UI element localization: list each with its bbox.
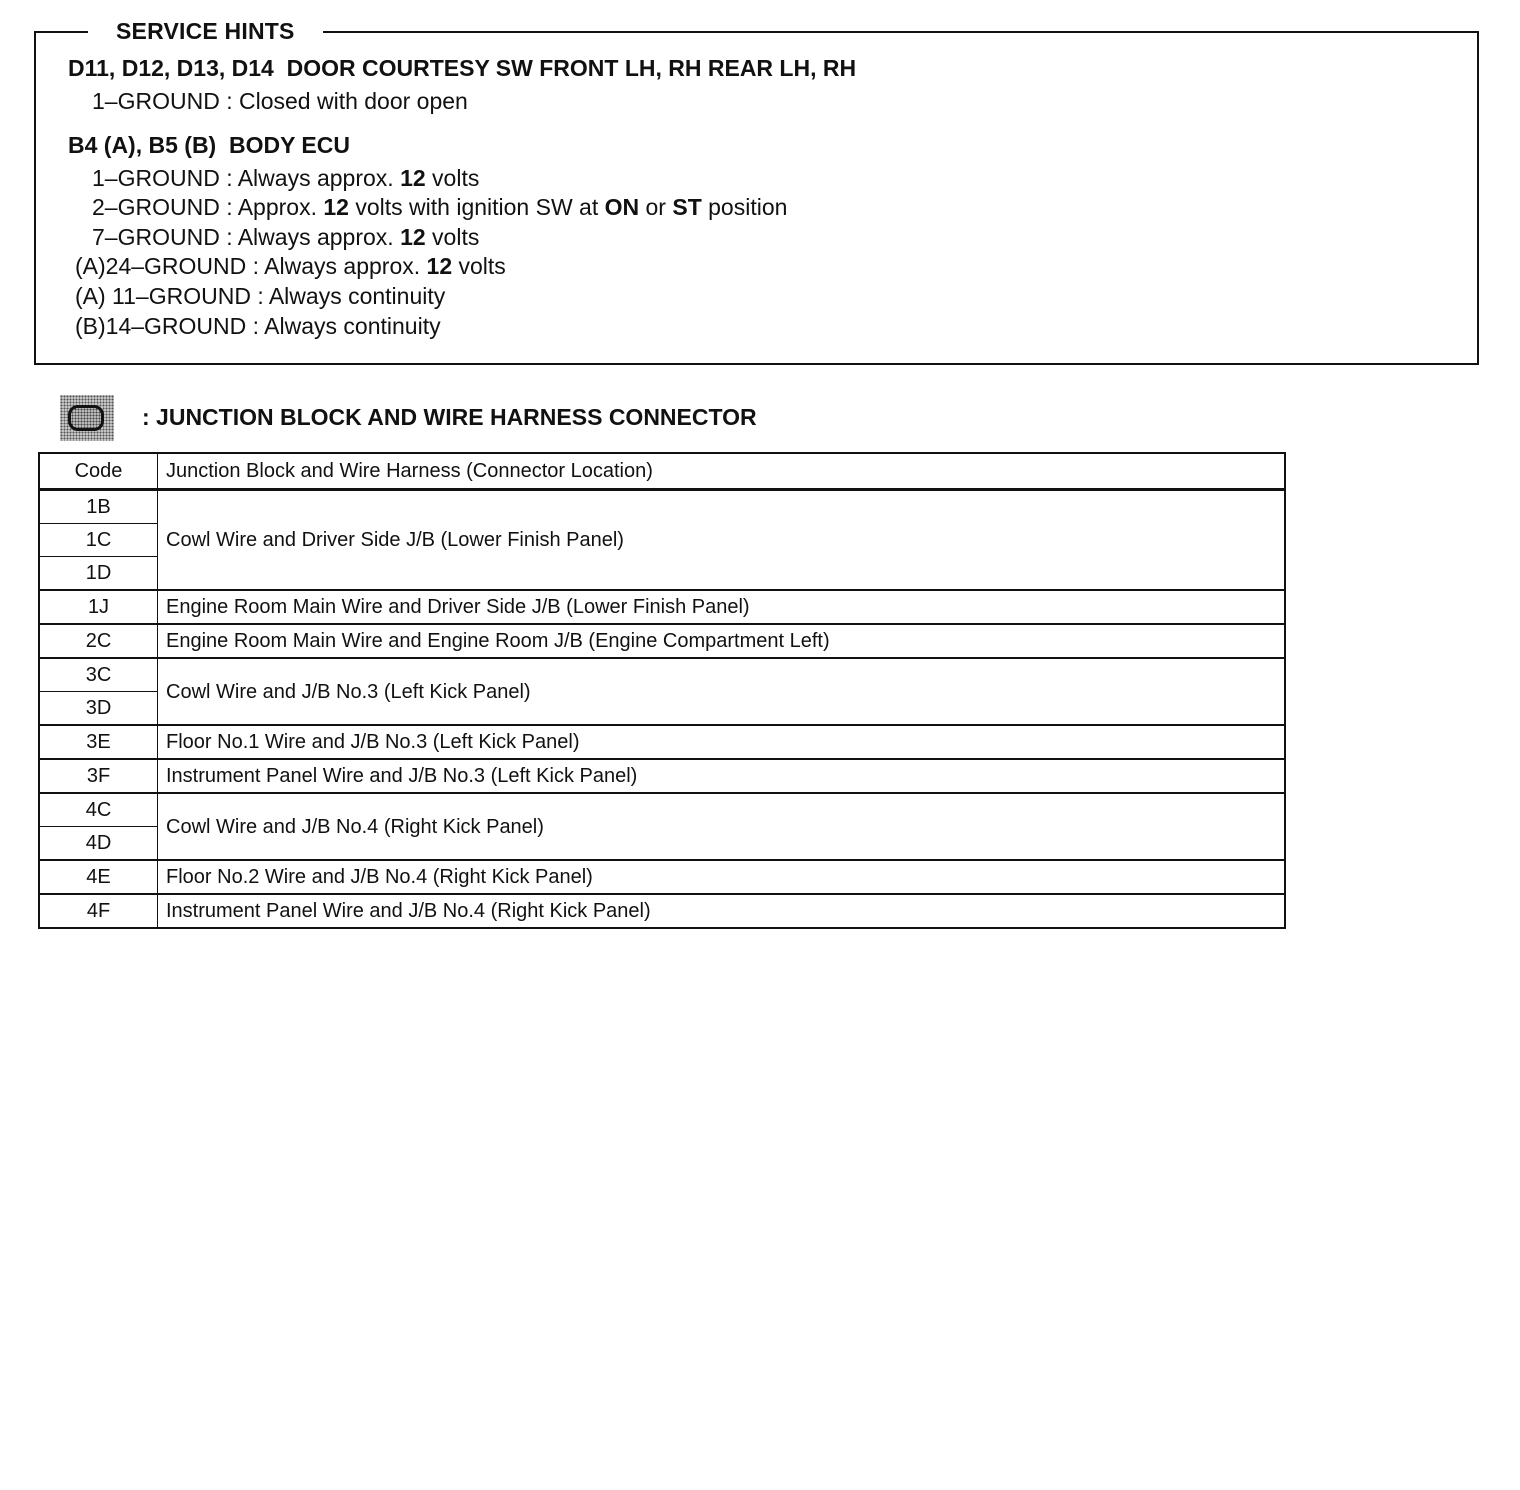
- location-cell: Instrument Panel Wire and J/B No.4 (Right Kick Panel): [158, 894, 1286, 928]
- code-cell: 3E: [39, 725, 158, 759]
- table-row: [39, 624, 1285, 658]
- code-cell: 3C: [39, 658, 158, 692]
- hint-text: position: [701, 194, 788, 220]
- location-cell: Instrument Panel Wire and J/B No.3 (Left Kick Panel): [158, 759, 1286, 793]
- hint-line-ecu-6: [75, 311, 441, 341]
- location-cell: Cowl Wire and J/B No.4 (Right Kick Panel): [158, 793, 1286, 860]
- hint-value: 12: [400, 224, 426, 250]
- code-cell: 3D: [39, 692, 158, 726]
- hint-text: or: [639, 194, 673, 220]
- table-header-row: [39, 453, 1285, 490]
- table-row: [39, 490, 1285, 524]
- code-cell: 4E: [39, 860, 158, 894]
- column-header-location: Junction Block and Wire Harness (Connector Location): [158, 453, 1286, 490]
- code-cell: 1J: [39, 590, 158, 624]
- hint-value: 12: [400, 165, 426, 191]
- separator: :: [219, 194, 238, 220]
- table-row: [39, 590, 1285, 624]
- code-cell: 1C: [39, 524, 158, 557]
- pin-label: 1–GROUND: [92, 165, 220, 191]
- hint-value: 12: [323, 194, 349, 220]
- code-cell: 3F: [39, 759, 158, 793]
- body-ecu-heading: B4 (A), B5 (B) BODY ECU: [68, 132, 350, 158]
- code-cell: 4F: [39, 894, 158, 928]
- code-cell: 1D: [39, 557, 158, 591]
- pin-label: 1–GROUND: [92, 88, 220, 114]
- hint-text: Approx.: [237, 194, 324, 220]
- separator: :: [246, 253, 265, 279]
- door-courtesy-switch-heading: D11, D12, D13, D14 DOOR COURTESY SW FRONT LH, RH REAR LH, RH: [68, 55, 857, 81]
- service-hints-title: SERVICE HINTS: [88, 15, 323, 47]
- separator: :: [219, 88, 239, 114]
- table-row: [39, 759, 1285, 793]
- location-cell: Cowl Wire and J/B No.3 (Left Kick Panel): [158, 658, 1286, 725]
- hint-text: Always approx.: [264, 253, 427, 279]
- pin-label: 7–GROUND: [92, 224, 220, 250]
- separator: :: [219, 165, 238, 191]
- hint-line-ecu-2: [92, 192, 787, 222]
- pin-label: 2–GROUND: [92, 194, 220, 220]
- hint-text: volts: [425, 165, 480, 191]
- hint-value: 12: [426, 253, 453, 279]
- table-row: [39, 658, 1285, 692]
- location-cell: Engine Room Main Wire and Driver Side J/B (Lower Finish Panel): [158, 590, 1286, 624]
- hint-value: ST: [672, 194, 702, 220]
- hint-line-ecu-5: [75, 281, 445, 311]
- table-row: [39, 725, 1285, 759]
- hint-line-ecu-4: [75, 251, 506, 281]
- location-cell: Floor No.2 Wire and J/B No.4 (Right Kick Panel): [158, 860, 1286, 894]
- code-cell: 1B: [39, 490, 158, 524]
- hint-text: Always continuity: [268, 283, 446, 309]
- separator: :: [246, 313, 265, 339]
- code-cell: 4D: [39, 827, 158, 861]
- legend-label: : JUNCTION BLOCK AND WIRE HARNESS CONNECTOR: [142, 404, 757, 430]
- hint-text: Always approx.: [237, 165, 401, 191]
- pin-label: (B)14–GROUND: [75, 313, 247, 339]
- separator: :: [219, 224, 238, 250]
- hint-text: volts: [452, 253, 506, 279]
- table-row: [39, 860, 1285, 894]
- hint-text: Always continuity: [264, 313, 441, 339]
- table-row: [39, 793, 1285, 827]
- hint-text: volts with ignition SW at: [348, 194, 605, 220]
- pin-label: (A) 11–GROUND: [75, 283, 251, 309]
- junction-block-table: [38, 452, 1286, 929]
- hint-value: ON: [604, 194, 640, 220]
- pin-label: (A)24–GROUND: [75, 253, 247, 279]
- location-cell: Engine Room Main Wire and Engine Room J/B (Engine Compartment Left): [158, 624, 1286, 658]
- junction-block-connector-icon: [60, 395, 114, 441]
- hint-text: volts: [425, 224, 480, 250]
- separator: :: [250, 283, 269, 309]
- location-cell: Floor No.1 Wire and J/B No.3 (Left Kick Panel): [158, 725, 1286, 759]
- hint-text: Closed with door open: [238, 88, 468, 114]
- code-cell: 2C: [39, 624, 158, 658]
- code-cell: 4C: [39, 793, 158, 827]
- hint-line-ecu-3: [92, 222, 479, 252]
- hint-line-ecu-1: [92, 163, 479, 193]
- location-cell: Cowl Wire and Driver Side J/B (Lower Finish Panel): [158, 490, 1286, 591]
- table-row: [39, 894, 1285, 928]
- column-header-code: Code: [39, 453, 158, 490]
- hint-line-door-1: [92, 86, 468, 116]
- hint-text: Always approx.: [237, 224, 401, 250]
